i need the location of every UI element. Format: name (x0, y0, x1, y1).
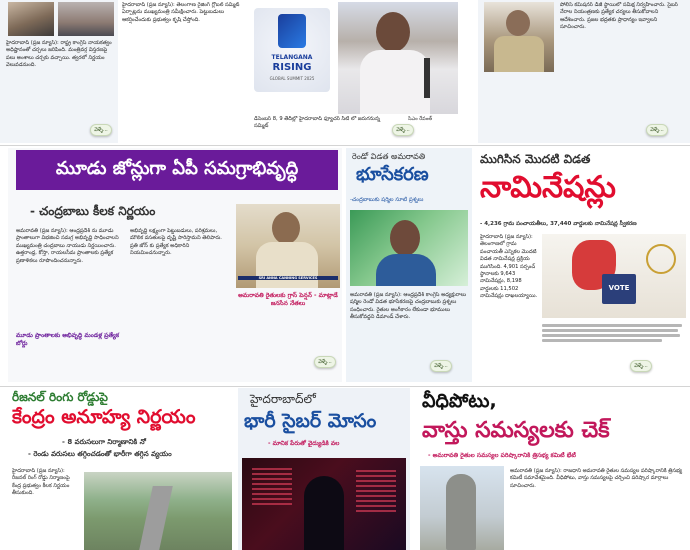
cm-photo-caption: సిఎం రేవంత్ (408, 116, 433, 122)
vastu-headline-2: వాస్తు సమస్యలకు చెక్ (422, 418, 610, 443)
land-headline: భూసేకరణ (356, 164, 429, 185)
summit-body: హైదరాబాద్ (ప్రజ న్యూస్): తెలంగాణ రైజింగ్ గ్లోబల్ సమ్మిట్ ఏర్పాట్లను ముఖ్యమంత్రి సమీక్షించారు. పెట్టుబడులు ఆకర్షించేందుకు ప్రభుత్వం కృషి చేస్తోంది. (122, 2, 240, 23)
vastu-body: అమరావతి (ప్రజ న్యూస్): రాజధాని అమరావతి రైతుల సమస్యల పరిష్కారానికి త్రిసభ్య కమిటీ సమావేశమైంది. వీధిపోటు, వాస్తు సమస్యలపై చర్చించి పరిష్కార మార్గాలు సూచించారు. (510, 468, 683, 489)
top-left-card (0, 0, 118, 143)
zones-sidebox: మూడు ప్రాంతాలకు అభివృద్ధి మండళ్ల ప్రత్యేక బోర్డు (16, 332, 119, 347)
read-more-button[interactable]: వెళ్ళే... (646, 124, 668, 136)
zones-body-2: అభివృద్ధి లక్ష్యంగా పెట్టుబడులు, పరిశ్రమలు, మౌలిక వసతులపై దృష్టి సారిస్తామని తెలిపారు. ప్రతి జోన్ కు ప్రత్యేక అధికారిని నియమించనున్నారు. (130, 228, 222, 257)
summit-card (120, 0, 472, 143)
zones-card (8, 148, 342, 382)
vastu-card (414, 388, 690, 550)
police-card (478, 0, 690, 143)
ring-sub-1: - 8 వరుసలుగా నిర్మాణానికి నో (62, 438, 146, 446)
read-more-button[interactable]: వెళ్ళే... (392, 124, 414, 136)
land-kicker: రెండో విడత అమరావతి (352, 152, 426, 161)
leader-photo-2 (58, 2, 114, 36)
ring-sub-2: - రెండు వరుసలు తగ్గించడంతో భారీగా తగ్గిన వ్యయం (28, 450, 172, 458)
vote-label: VOTE (608, 284, 630, 292)
logo-mark-icon (278, 14, 306, 48)
statue-icon (446, 474, 476, 550)
read-more-button[interactable]: వెళ్ళే... (630, 360, 652, 372)
police-text: పోలీస్ కమిషనర్ డీజీ స్థాయిలో సమీక్ష నిర్వహించారు. సైబర్ నేరాల నియంత్రణకు ప్రత్యేక చర్యలు తీసుకోవాలని ఆదేశించారు. ప్రజల భద్రతకు ప్రాధాన్యం ఇవ్వాలని సూచించారు. (560, 2, 678, 31)
logo-date: GLOBAL SUMMIT 2025 (269, 76, 315, 81)
land-card (346, 148, 472, 382)
election-illustration (542, 234, 686, 318)
summit-caption: డిసెంబర్ 8, 9 తేదీల్లో హైదరాబాద్ ఫ్యూచర్ సిటీ లో జరుగనున్న సమ్మిట్ (254, 116, 381, 130)
ring-body: హైదరాబాద్ (ప్రజ న్యూస్): రీజనల్ రింగ్ రోడ్డు నిర్మాణంపై కేంద్ర ప్రభుత్వం కీలక నిర్ణయం తీసుకుంది. (12, 468, 70, 497)
highway-photo (84, 472, 232, 550)
microphone-icon (424, 58, 430, 98)
nominations-kicker: ముగిసిన మొదటి విడత (480, 152, 591, 166)
land-sub: -చంద్రబాబుకు షర్మిల సూటి ప్రశ్నలు (350, 197, 424, 203)
police-photo (484, 2, 554, 72)
ring-card (8, 388, 234, 550)
hacker-figure-icon (304, 476, 344, 550)
hacker-photo (242, 458, 406, 550)
zones-photo-caption: అమరావతి రైతులకు గ్రాస్ పెన్షన్ - మాట్లాడే జనసేన నేతలు (238, 292, 338, 307)
divider (0, 145, 690, 146)
vastu-headline-1: వీధిపోటు, (422, 390, 497, 412)
nominations-headline: నామినేషన్లు (480, 170, 616, 205)
nominations-stats: - 4,236 గ్రామ పంచాయతీలు, 37,440 వార్డులకు నామినేషన్ల స్వీకరణ (480, 221, 637, 227)
zones-headline: మూడు జోన్లుగా ఏపీ సమగ్రాభివృద్ధి (16, 150, 338, 190)
cyber-card (238, 388, 410, 550)
logo-line-2: RISING (272, 62, 312, 73)
sharmila-photo (350, 210, 468, 286)
ring-headline: కేంద్రం అనూహ్య నిర్ణయం (12, 406, 196, 428)
top-left-text: హైదరాబాద్ (ప్రజ న్యూస్): రాష్ట్ర కాంగ్రెస్ నాయకత్వం అధిష్టానంతో చర్చలు జరిపింది. మంత్రివర్గ విస్తరణపై పలు అంశాలు చర్చకు వచ్చాయి. త్వరలో నిర్ణయం వెలువడనుంది. (6, 40, 112, 69)
read-more-button[interactable]: వెళ్ళే... (430, 360, 452, 372)
chandrababu-photo (236, 204, 340, 288)
zones-body: అమరావతి (ప్రజ న్యూస్): ఆంధ్రప్రదేశ్ ను మూడు ప్రాంతాలుగా విభజించి సమగ్ర అభివృద్ధి సాధించాలని ముఖ్యమంత్రి చంద్రబాబు నాయుడు నిర్ణయించారు. ఉత్తరాంధ్ర, కోస్తా, రాయలసీమ ప్రాంతాలకు ప్రత్యేక ప్రణాళికలు రూపొందించనున్నారు. (16, 228, 119, 264)
ring-kicker: రీజనల్ రింగు రోడ్డుపై (12, 390, 108, 404)
nominations-body: హైదరాబాద్ (ప్రజ న్యూస్): తెలంగాణలో గ్రామ పంచాయతీ ఎన్నికల మొదటి విడత నామినేషన్ల ప్రక్రియ ముగిసింది. 4,901 సర్పంచ్ స్థానాలకు 9,643 నామినేషన్లు, 8,198 వార్డులకు 11,502 నామినేషన్లు దాఖలయ్యాయి. (480, 234, 538, 300)
zones-subhead: - చంద్రబాబు కీలక నిర్ణయం (30, 204, 156, 218)
divider (0, 386, 690, 387)
land-body: అమరావతి (ప్రజ న్యూస్): ఆంధ్రప్రదేశ్ కాంగ్రెస్ అధ్యక్షురాలు షర్మిల రెండో విడత భూసేకరణపై చంద్రబాబుకు ప్రశ్నలు సంధించారు. రైతుల అంగీకారం లేకుండా భూములు తీసుకోవద్దని డిమాండ్ చేశారు. (350, 292, 467, 321)
photo-sign: SRI ANNA CANNING SERVICES (238, 276, 338, 280)
emblem-icon (646, 244, 676, 274)
read-more-button[interactable]: వెళ్ళే... (90, 124, 112, 136)
vastu-sub: - అమరావతి రైతుల సమస్యల పరిష్కారానికి త్రిసభ్య కమిటీ భేటీ (428, 452, 576, 459)
cyber-sub: - మానిక పేరుతో వైద్యుడికి వల (268, 440, 340, 447)
logo-line-1: TELANGANA (271, 54, 313, 61)
nominations-card (476, 148, 690, 382)
leader-photo (8, 2, 54, 36)
cyber-kicker: హైదరాబాద్‌లో (250, 392, 316, 406)
cm-photo (338, 2, 458, 114)
statue-photo (420, 466, 504, 550)
summit-logo (254, 8, 330, 92)
cyber-headline: భారీ సైబర్ మోసం (244, 410, 377, 432)
read-more-button[interactable]: వెళ్ళే... (314, 356, 336, 368)
